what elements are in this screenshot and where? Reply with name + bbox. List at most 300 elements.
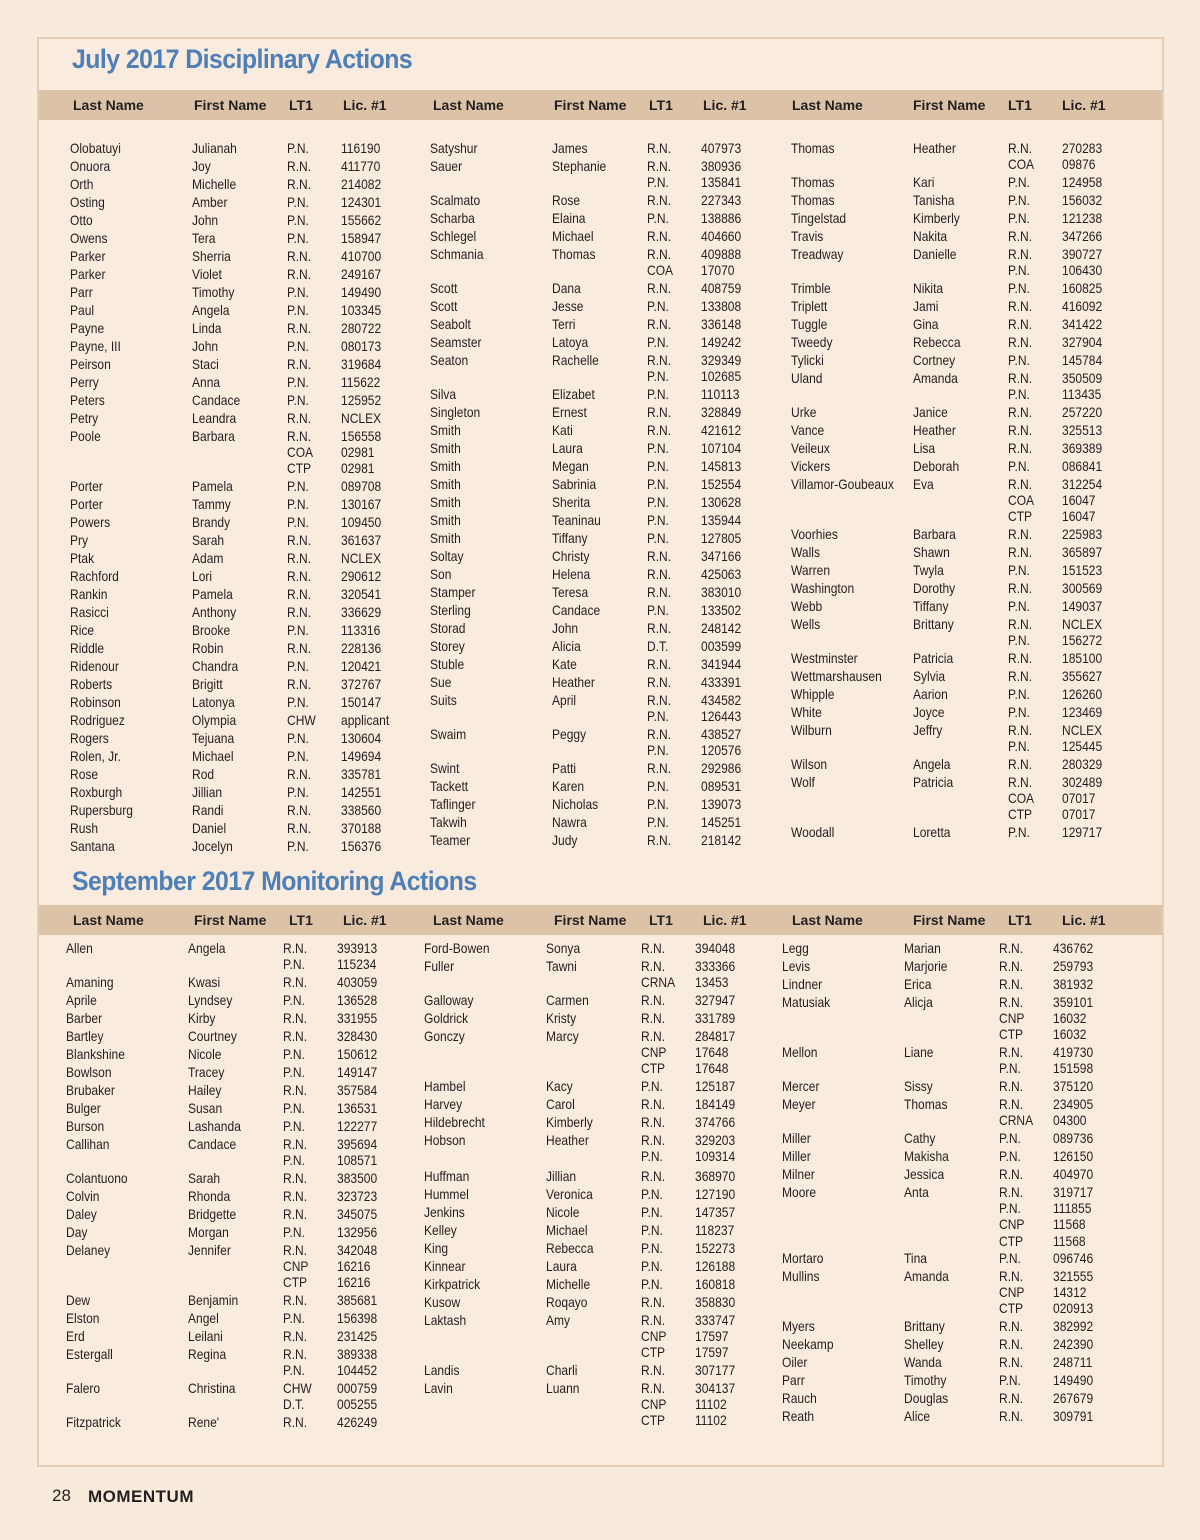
first-name-cell: Susan [188, 1100, 223, 1116]
first-name-cell: Helena [552, 566, 591, 582]
last-name-cell: Storad [430, 620, 466, 636]
license-type-cell: CNP [999, 1010, 1025, 1027]
license-number-cell: 080173 [341, 338, 382, 354]
license-number-cell: 147357 [695, 1204, 736, 1220]
column-header: First Name [913, 912, 986, 928]
first-name-cell: Sherita [552, 494, 591, 510]
column-header: First Name [913, 97, 986, 113]
license-type-cell: R.N. [641, 1362, 666, 1378]
license-type-cell: R.N. [1008, 440, 1033, 456]
last-name-cell: Mortaro [782, 1250, 824, 1266]
license-type-cell: R.N. [641, 1010, 666, 1026]
last-name-cell: Bartley [66, 1028, 104, 1044]
license-number-cell: 302489 [1062, 774, 1103, 790]
license-type-cell: R.N. [641, 940, 666, 956]
license-number-cell: 369389 [1062, 440, 1103, 456]
first-name-cell: Kwasi [188, 974, 221, 990]
license-type-cell: R.N. [1008, 580, 1033, 596]
license-type-cell: CTP [283, 1274, 308, 1291]
last-name-cell: Amaning [66, 974, 114, 990]
first-name-cell: Angela [192, 302, 230, 318]
license-type-cell: R.N. [1008, 774, 1033, 790]
last-name-cell: Wettmarshausen [791, 668, 882, 684]
license-type-cell: R.N. [1008, 334, 1033, 350]
license-number-cell: 333366 [695, 958, 736, 974]
license-number-cell: 125952 [341, 392, 382, 408]
license-type-cell: R.N. [647, 228, 672, 244]
first-name-cell: Morgan [188, 1224, 229, 1240]
license-number-cell: 345075 [337, 1206, 378, 1222]
first-name-cell: Ernest [552, 404, 587, 420]
license-type-cell: CHW [287, 712, 316, 728]
first-name-cell: Veronica [546, 1186, 593, 1202]
last-name-cell: Dew [66, 1292, 91, 1308]
license-type-cell: P.N. [287, 658, 309, 674]
license-number-cell: 02981 [341, 444, 375, 461]
license-type-cell: R.N. [999, 1268, 1024, 1284]
last-name-cell: Bulger [66, 1100, 101, 1116]
license-type-cell: R.N. [999, 940, 1024, 956]
license-number-cell: 136528 [337, 992, 378, 1008]
license-type-cell: CTP [999, 1300, 1024, 1317]
license-type-cell: R.N. [1008, 526, 1033, 542]
license-type-cell: P.N. [287, 374, 309, 390]
license-type-cell: R.N. [641, 1312, 666, 1328]
license-type-cell: P.N. [1008, 262, 1030, 279]
last-name-cell: Sauer [430, 158, 463, 174]
license-type-cell: R.N. [283, 1414, 308, 1430]
license-type-cell: R.N. [647, 246, 672, 262]
last-name-cell: Walls [791, 544, 820, 560]
last-name-cell: Owens [70, 230, 108, 246]
license-type-cell: COA [1008, 790, 1035, 807]
last-name-cell: Uland [791, 370, 823, 386]
license-number-cell: 328430 [337, 1028, 378, 1044]
license-type-cell: P.N. [287, 194, 309, 210]
license-type-cell: R.N. [647, 158, 672, 174]
license-number-cell: 218142 [701, 832, 742, 848]
license-number-cell: 155662 [341, 212, 382, 228]
column-header: Last Name [433, 97, 504, 113]
license-type-cell: CNP [641, 1396, 667, 1413]
first-name-cell: Christina [188, 1380, 236, 1396]
first-name-cell: Tanisha [913, 192, 955, 208]
last-name-cell: Otto [70, 212, 93, 228]
last-name-cell: Singleton [430, 404, 481, 420]
last-name-cell: Parr [782, 1372, 805, 1388]
last-name-cell: Ford-Bowen [424, 940, 490, 956]
first-name-cell: Nicholas [552, 796, 599, 812]
last-name-cell: Orth [70, 176, 94, 192]
license-type-cell: R.N. [647, 726, 672, 742]
license-type-cell: D.T. [647, 638, 669, 654]
first-name-cell: Aarion [913, 686, 948, 702]
first-name-cell: Marcy [546, 1028, 579, 1044]
license-number-cell: 145813 [701, 458, 742, 474]
last-name-cell: Swint [430, 760, 460, 776]
last-name-cell: Miller [782, 1148, 811, 1164]
first-name-cell: Teresa [552, 584, 589, 600]
license-number-cell: 341422 [1062, 316, 1103, 332]
last-name-cell: Triplett [791, 298, 828, 314]
license-number-cell: 342048 [337, 1242, 378, 1258]
license-number-cell: 290612 [341, 568, 382, 584]
license-number-cell: 328849 [701, 404, 742, 420]
license-type-cell: R.N. [283, 1170, 308, 1186]
license-number-cell: 312254 [1062, 476, 1103, 492]
license-number-cell: 331955 [337, 1010, 378, 1026]
license-number-cell: 145251 [701, 814, 742, 830]
last-name-cell: Smith [430, 440, 461, 456]
last-name-cell: Gonczy [424, 1028, 465, 1044]
license-number-cell: 145784 [1062, 352, 1103, 368]
license-type-cell: R.N. [1008, 316, 1033, 332]
first-name-cell: Kate [552, 656, 577, 672]
first-name-cell: Brooke [192, 622, 231, 638]
first-name-cell: Makisha [904, 1148, 949, 1164]
license-type-cell: P.N. [283, 1224, 305, 1240]
first-name-cell: Anta [904, 1184, 929, 1200]
last-name-cell: Rodriguez [70, 712, 125, 728]
license-number-cell: 149147 [337, 1064, 378, 1080]
license-number-cell: 086841 [1062, 458, 1103, 474]
license-type-cell: P.N. [647, 440, 669, 456]
license-number-cell: 249167 [341, 266, 382, 282]
license-number-cell: 130167 [341, 496, 382, 512]
license-number-cell: 136531 [337, 1100, 378, 1116]
license-number-cell: 127190 [695, 1186, 736, 1202]
last-name-cell: Veileux [791, 440, 830, 456]
license-type-cell: R.N. [647, 280, 672, 296]
license-number-cell: 151523 [1062, 562, 1103, 578]
first-name-cell: Kacy [546, 1078, 573, 1094]
last-name-cell: Fitzpatrick [66, 1414, 121, 1430]
last-name-cell: Olobatuyi [70, 140, 121, 156]
license-number-cell: 408759 [701, 280, 742, 296]
license-number-cell: 104452 [337, 1362, 378, 1379]
license-type-cell: R.N. [641, 1294, 666, 1310]
license-number-cell: 292986 [701, 760, 742, 776]
license-type-cell: P.N. [287, 302, 309, 318]
license-type-cell: R.N. [647, 140, 672, 156]
license-number-cell: 096746 [1053, 1250, 1094, 1266]
license-type-cell: R.N. [999, 1336, 1024, 1352]
first-name-cell: Tejuana [192, 730, 235, 746]
last-name-cell: Robinson [70, 694, 121, 710]
first-name-cell: Olympia [192, 712, 237, 728]
last-name-cell: Goldrick [424, 1010, 469, 1026]
column-header: LT1 [1008, 912, 1032, 928]
license-number-cell: 357584 [337, 1082, 378, 1098]
license-number-cell: 126188 [695, 1258, 736, 1274]
last-name-cell: Petry [70, 410, 99, 426]
first-name-cell: Alicja [904, 994, 933, 1010]
first-name-cell: Luann [546, 1380, 580, 1396]
license-type-cell: P.N. [287, 392, 309, 408]
column-header: Lic. #1 [703, 97, 747, 113]
license-number-cell: 133502 [701, 602, 742, 618]
license-number-cell: 132956 [337, 1224, 378, 1240]
first-name-cell: John [552, 620, 579, 636]
license-number-cell: 248142 [701, 620, 742, 636]
license-type-cell: R.N. [287, 248, 312, 264]
license-number-cell: 395694 [337, 1136, 378, 1152]
license-number-cell: 385681 [337, 1292, 378, 1308]
license-number-cell: 102685 [701, 368, 742, 385]
first-name-cell: Kati [552, 422, 573, 438]
license-number-cell: 109450 [341, 514, 382, 530]
license-number-cell: 380936 [701, 158, 742, 174]
first-name-cell: Nawra [552, 814, 587, 830]
license-type-cell: P.N. [999, 1250, 1021, 1266]
first-name-cell: Kristy [546, 1010, 577, 1026]
license-type-cell: R.N. [641, 1114, 666, 1130]
license-number-cell: 410700 [341, 248, 382, 264]
last-name-cell: Mercer [782, 1078, 820, 1094]
license-type-cell: R.N. [287, 640, 312, 656]
license-type-cell: R.N. [1008, 722, 1033, 738]
first-name-cell: Brigitt [192, 676, 223, 692]
first-name-cell: Angela [913, 756, 951, 772]
last-name-cell: Seaton [430, 352, 469, 368]
license-type-cell: P.N. [641, 1186, 663, 1202]
license-number-cell: 16047 [1062, 492, 1096, 509]
license-number-cell: 325513 [1062, 422, 1103, 438]
last-name-cell: Brubaker [66, 1082, 115, 1098]
license-number-cell: 115234 [337, 956, 377, 973]
last-name-cell: Reath [782, 1408, 815, 1424]
last-name-cell: Onuora [70, 158, 111, 174]
license-number-cell: 151598 [1053, 1060, 1094, 1077]
first-name-cell: Megan [552, 458, 589, 474]
license-type-cell: COA [287, 444, 314, 461]
last-name-cell: Washington [791, 580, 855, 596]
license-number-cell: 113316 [341, 622, 381, 638]
license-type-cell: R.N. [1008, 228, 1033, 244]
license-type-cell: R.N. [287, 802, 312, 818]
column-header: Last Name [792, 97, 863, 113]
license-number-cell: 16032 [1053, 1010, 1087, 1027]
license-number-cell: 124301 [341, 194, 382, 210]
last-name-cell: Blankshine [66, 1046, 125, 1062]
license-number-cell: 333747 [695, 1312, 736, 1328]
license-number-cell: 11102 [695, 1396, 727, 1413]
last-name-cell: Stuble [430, 656, 465, 672]
first-name-cell: Sonya [546, 940, 581, 956]
first-name-cell: Timothy [904, 1372, 947, 1388]
license-type-cell: R.N. [287, 766, 312, 782]
first-name-cell: Janice [913, 404, 948, 420]
license-number-cell: 09876 [1062, 156, 1096, 173]
last-name-cell: Rose [70, 766, 99, 782]
column-header: Lic. #1 [343, 97, 387, 113]
license-number-cell: 115622 [341, 374, 381, 390]
license-number-cell: 089708 [341, 478, 382, 494]
license-type-cell: P.N. [1008, 686, 1030, 702]
first-name-cell: Michael [552, 228, 594, 244]
first-name-cell: Benjamin [188, 1292, 239, 1308]
license-type-cell: R.N. [287, 410, 312, 426]
last-name-cell: Taflinger [430, 796, 476, 812]
first-name-cell: Elizabet [552, 386, 595, 402]
last-name-cell: Milner [782, 1166, 815, 1182]
first-name-cell: Amanda [913, 370, 958, 386]
license-type-cell: P.N. [287, 748, 309, 764]
license-type-cell: R.N. [647, 760, 672, 776]
last-name-cell: Porter [70, 496, 103, 512]
license-number-cell: 425063 [701, 566, 742, 582]
last-name-cell: Wilson [791, 756, 828, 772]
last-name-cell: Jenkins [424, 1204, 465, 1220]
last-name-cell: Poole [70, 428, 101, 444]
first-name-cell: Rhonda [188, 1188, 231, 1204]
last-name-cell: Bowlson [66, 1064, 112, 1080]
first-name-cell: Courtney [188, 1028, 237, 1044]
license-number-cell: 259793 [1053, 958, 1094, 974]
license-number-cell: 234905 [1053, 1096, 1094, 1112]
license-type-cell: P.N. [283, 1152, 305, 1169]
license-number-cell: 17648 [695, 1060, 729, 1077]
last-name-cell: Payne [70, 320, 105, 336]
last-name-cell: Rachford [70, 568, 119, 584]
column-header: LT1 [649, 97, 673, 113]
last-name-cell: Takwih [430, 814, 467, 830]
license-type-cell: R.N. [999, 1096, 1024, 1112]
column-header: LT1 [289, 97, 313, 113]
last-name-cell: Porter [70, 478, 103, 494]
last-name-cell: Peters [70, 392, 105, 408]
first-name-cell: Barbara [913, 526, 956, 542]
license-type-cell: P.N. [647, 368, 669, 385]
license-type-cell: R.N. [641, 1168, 666, 1184]
license-type-cell: R.N. [999, 1184, 1024, 1200]
license-number-cell: 242390 [1053, 1336, 1094, 1352]
first-name-cell: Heather [546, 1132, 589, 1148]
license-number-cell: 359101 [1053, 994, 1094, 1010]
license-number-cell: 113435 [1062, 386, 1102, 403]
first-name-cell: Jillian [546, 1168, 577, 1184]
first-name-cell: Tera [192, 230, 216, 246]
first-name-cell: Wanda [904, 1354, 942, 1370]
last-name-cell: Hobson [424, 1132, 466, 1148]
license-type-cell: R.N. [647, 422, 672, 438]
first-name-cell: Amber [192, 194, 228, 210]
license-type-cell: R.N. [999, 1166, 1024, 1182]
license-number-cell: 267679 [1053, 1390, 1094, 1406]
last-name-cell: Mullins [782, 1268, 820, 1284]
last-name-cell: Storey [430, 638, 465, 654]
license-type-cell: P.N. [1008, 632, 1030, 649]
license-type-cell: R.N. [283, 1328, 308, 1344]
license-number-cell: 07017 [1062, 790, 1096, 807]
last-name-cell: Lavin [424, 1380, 453, 1396]
license-number-cell: 11568 [1053, 1216, 1086, 1233]
license-type-cell: R.N. [1008, 404, 1033, 420]
license-number-cell: 307177 [695, 1362, 736, 1378]
license-type-cell: P.N. [287, 230, 309, 246]
first-name-cell: Alice [904, 1408, 931, 1424]
license-number-cell: 000759 [337, 1380, 378, 1396]
license-number-cell: 152554 [701, 476, 742, 492]
last-name-cell: Vance [791, 422, 825, 438]
first-name-cell: Nicole [188, 1046, 222, 1062]
license-type-cell: P.N. [1008, 280, 1030, 296]
license-type-cell: D.T. [283, 1396, 305, 1413]
license-number-cell: 338560 [341, 802, 382, 818]
license-number-cell: 11568 [1053, 1232, 1086, 1249]
license-type-cell: R.N. [647, 832, 672, 848]
last-name-cell: Suits [430, 692, 457, 708]
last-name-cell: Son [430, 566, 452, 582]
first-name-cell: Loretta [913, 824, 951, 840]
license-type-cell: CTP [1008, 508, 1033, 525]
last-name-cell: Fuller [424, 958, 455, 974]
last-name-cell: Vickers [791, 458, 831, 474]
license-type-cell: R.N. [283, 1292, 308, 1308]
license-number-cell: 329349 [701, 352, 742, 368]
license-type-cell: P.N. [1008, 174, 1030, 190]
first-name-cell: Dorothy [913, 580, 956, 596]
last-name-cell: Tuggle [791, 316, 828, 332]
license-number-cell: 120576 [701, 742, 742, 759]
license-number-cell: 394048 [695, 940, 736, 956]
last-name-cell: Trimble [791, 280, 831, 296]
last-name-cell: Galloway [424, 992, 474, 1008]
first-name-cell: Alicia [552, 638, 581, 654]
last-name-cell: Matusiak [782, 994, 831, 1010]
first-name-cell: Sabrinia [552, 476, 597, 492]
license-number-cell: 280329 [1062, 756, 1103, 772]
first-name-cell: Rene' [188, 1414, 220, 1430]
first-name-cell: James [552, 140, 588, 156]
first-name-cell: Nicole [546, 1204, 580, 1220]
license-number-cell: 156032 [1062, 192, 1103, 208]
last-name-cell: Stamper [430, 584, 476, 600]
last-name-cell: Westminster [791, 650, 858, 666]
license-type-cell: R.N. [1008, 140, 1033, 156]
license-number-cell: 106430 [1062, 262, 1103, 279]
license-number-cell: 329203 [695, 1132, 736, 1148]
license-number-cell: 361637 [341, 532, 382, 548]
license-number-cell: 005255 [337, 1396, 378, 1413]
first-name-cell: Leilani [188, 1328, 223, 1344]
first-name-cell: Linda [192, 320, 222, 336]
last-name-cell: Ridenour [70, 658, 119, 674]
first-name-cell: Elaina [552, 210, 586, 226]
first-name-cell: Hailey [188, 1082, 222, 1098]
license-number-cell: 335781 [341, 766, 382, 782]
license-number-cell: 110113 [701, 386, 740, 402]
license-type-cell: P.N. [647, 476, 669, 492]
last-name-cell: Swaim [430, 726, 467, 742]
license-type-cell: R.N. [1008, 668, 1033, 684]
license-type-cell: P.N. [641, 1240, 663, 1256]
last-name-cell: Payne, III [70, 338, 121, 354]
license-number-cell: 228136 [341, 640, 382, 656]
first-name-cell: Brittany [904, 1318, 945, 1334]
first-name-cell: Tiffany [913, 598, 949, 614]
license-type-cell: R.N. [1008, 476, 1033, 492]
first-name-cell: Leandra [192, 410, 237, 426]
license-number-cell: 381932 [1053, 976, 1094, 992]
license-type-cell: P.N. [641, 1222, 663, 1238]
license-number-cell: 160825 [1062, 280, 1103, 296]
license-number-cell: 248711 [1053, 1354, 1093, 1370]
section-title: September 2017 Monitoring Actions [72, 866, 477, 896]
first-name-cell: Sylvia [913, 668, 946, 684]
license-type-cell: R.N. [999, 958, 1024, 974]
last-name-cell: King [424, 1240, 449, 1256]
